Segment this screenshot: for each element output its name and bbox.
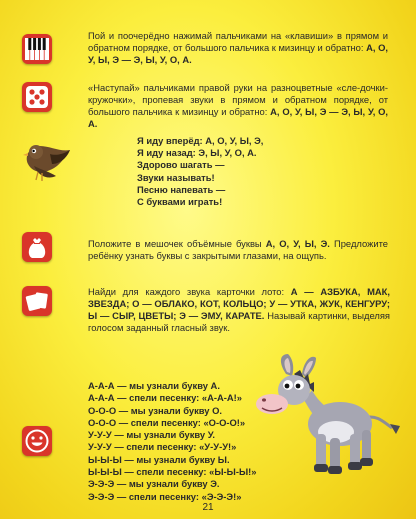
block2-text: «Наступай» пальчиками правой руки на разноцветные «сле-дочки-кружочки», пропевая звуки в прямом и обратном порядке, от большого пальчика к мизинцу и обратно: А, О, У, Ы, Э — Э, Ы, У, О, А. [88, 82, 389, 129]
chant-line: Э-Э-Э — мы узнали букву Э. [88, 478, 220, 490]
sparrow-illustration [20, 136, 76, 191]
chant-line: У-У-У — мы узнали букву У. [88, 429, 216, 441]
dice-dots-icon [22, 82, 52, 112]
block2-vowels: А, О, У, Ы, Э — Э, Ы, У, О, А. [88, 106, 389, 129]
block3-text: Положите в мешочек объёмные буквы А, О, У, Ы, Э. Предложите ребёнку узнать буквы с закрытыми глазами, на ощупь. [88, 238, 389, 261]
block1-vowels: А, О, У, Ы, Э — Э, Ы, У, О, А. [88, 42, 388, 65]
poem-line: Песню напевать — [137, 183, 226, 195]
poem-line: Я иду назад: Э, Ы, У, О, А. [137, 147, 257, 159]
chant-line: Ы-Ы-Ы — мы узнали букву Ы. [88, 453, 230, 465]
block3-letters: А, О, У, Ы, Э. [265, 238, 330, 249]
piano-keys-icon [22, 34, 52, 64]
block1-text: Пой и поочерёдно нажимай пальчиками на «клавиши» в прямом и обратном порядке, от большого пальчика к мизинцу и обратно: А, О, У, Ы, Э — Э, Ы, У, О, А. [88, 30, 388, 65]
chant-line: О-О-О — спели песенку: «О-О-О!» [88, 416, 246, 428]
sack-icon [22, 232, 52, 262]
walking-poem [137, 135, 263, 208]
chant-line: А-А-А — спели песенку: «А-А-А!» [88, 392, 243, 404]
cards-icon [22, 286, 52, 316]
chant-line: А-А-А — мы узнали букву А. [88, 380, 220, 391]
chant-line: У-У-У — спели песенку: «У-У-У!» [88, 441, 237, 453]
chant-line: О-О-О — мы узнали букву О. [88, 404, 223, 416]
chant-line: Э-Э-Э — спели песенку: «Э-Э-Э!» [88, 490, 242, 502]
poem-line: Здорово шагать — [137, 159, 225, 171]
block4-text: Найди для каждого звука карточки лото: А — АЗБУКА, МАК, ЗВЕЗДА; О — ОБЛАКО, КОТ, КОЛЬЦО; У — УТКА, ЖУК, КЕНГУРУ; Ы — СЫР, ЦВЕТЫ; Э — ЭМУ, КАРАТЕ. Называй картинки, выделяя голосом заданный гласный звук. [88, 286, 391, 333]
smiley-icon [22, 426, 52, 456]
chant-line: Ы-Ы-Ы — спели песенку: «Ы-Ы-Ы!» [88, 466, 257, 478]
page-number: 21 [202, 502, 214, 513]
poem-line: Я иду вперёд: А, О, У, Ы, Э, [137, 135, 264, 146]
poem-line: Звуки называть! [137, 171, 215, 183]
donkey-illustration [252, 352, 402, 495]
vowel-chant [88, 380, 256, 503]
poem-line: С буквами играть! [137, 196, 223, 208]
